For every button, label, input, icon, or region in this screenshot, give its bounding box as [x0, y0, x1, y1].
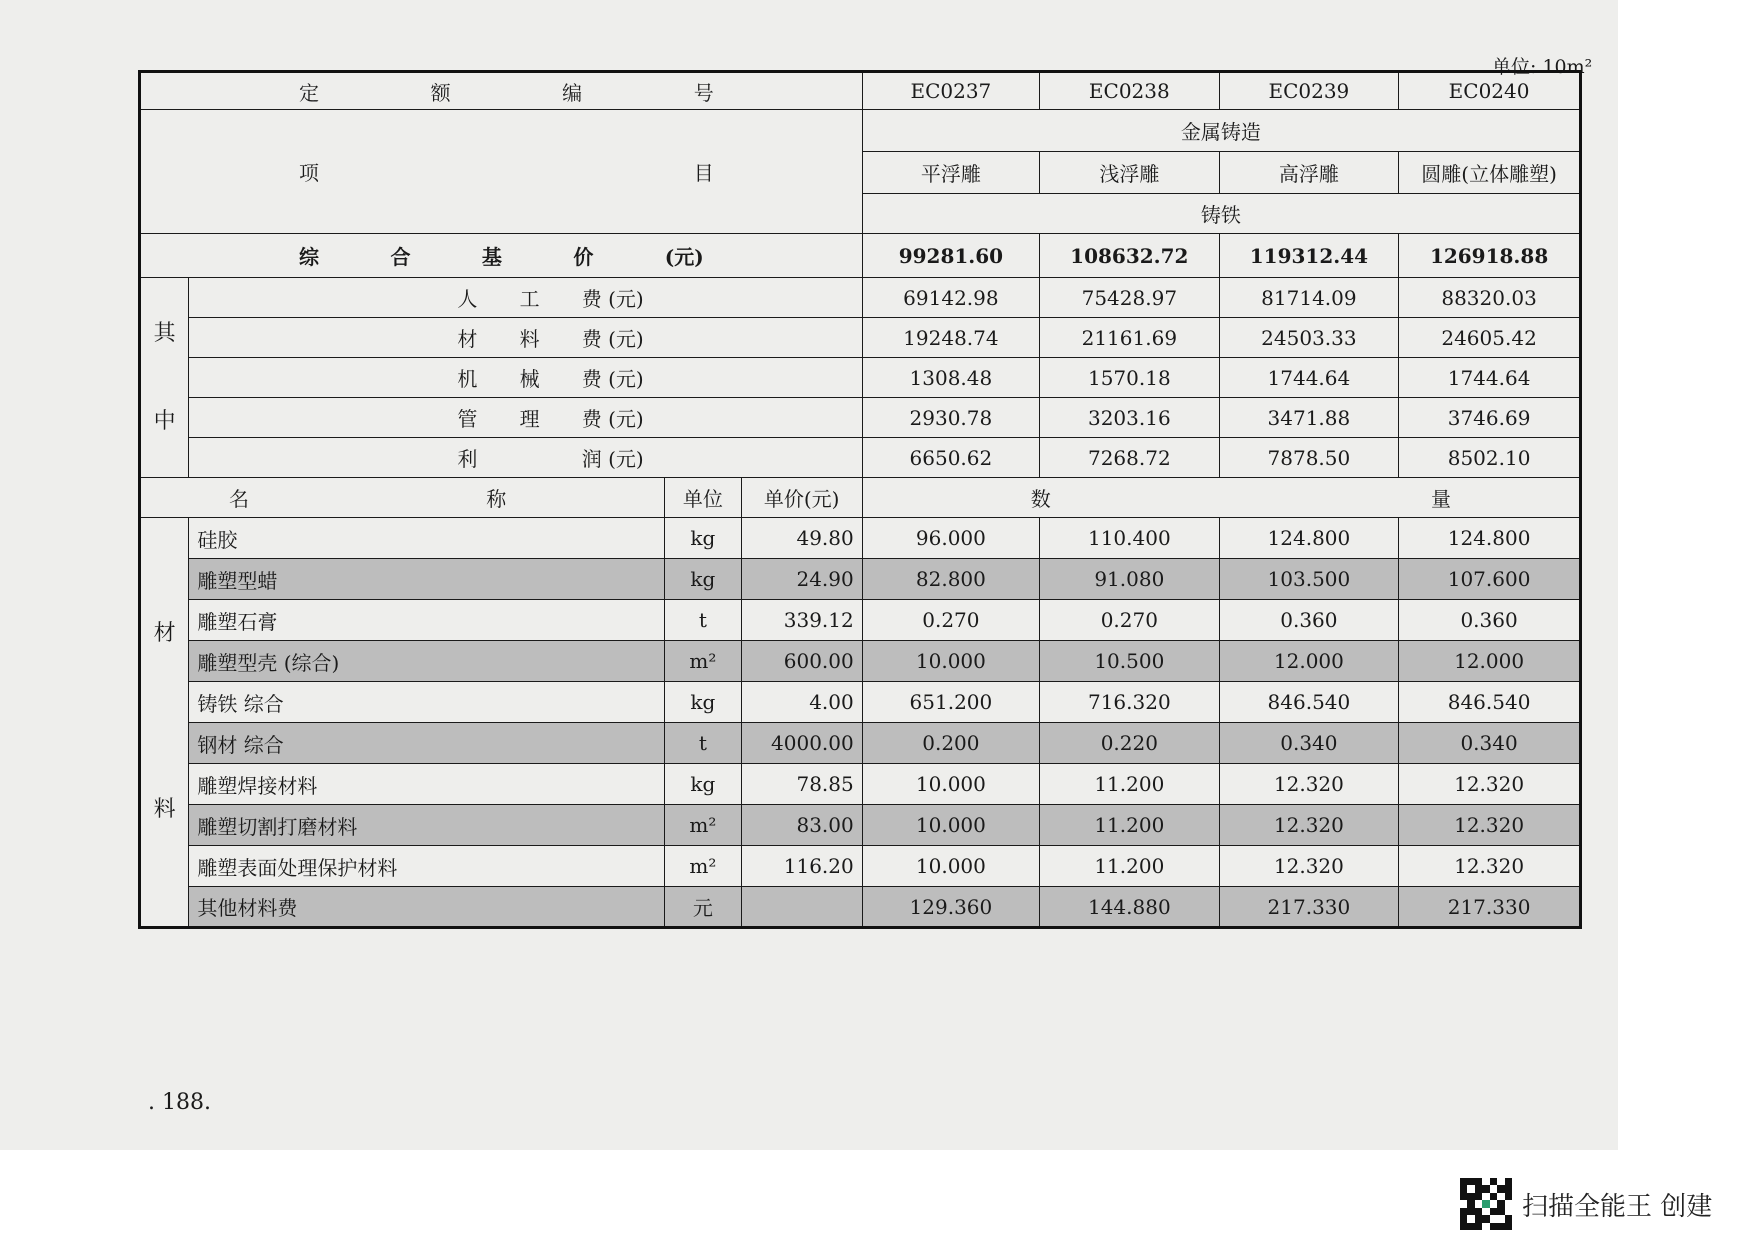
breakdown-label: 人 工 费 (元) [189, 278, 862, 318]
type-cell: 高浮雕 [1219, 152, 1399, 194]
material-qty: 0.340 [1219, 723, 1399, 764]
code-cell: EC0240 [1399, 72, 1581, 110]
breakdown-value: 1308.48 [862, 358, 1039, 398]
unit-label: 单位: 10m² [1492, 56, 1593, 78]
material-qty: 124.800 [1399, 518, 1581, 559]
item-label: 项 目 [140, 110, 863, 234]
material-qty: 0.340 [1399, 723, 1581, 764]
material-row [140, 846, 1581, 887]
qr-code-icon [1460, 1178, 1512, 1230]
material-qty: 11.200 [1040, 805, 1220, 846]
material-name: 雕塑切割打磨材料 [189, 805, 665, 846]
material-price: 4.00 [741, 682, 862, 723]
base-price-label: 综 合 基 价 (元) [140, 234, 863, 278]
name-header: 名 称 [140, 478, 665, 518]
breakdown-value: 69142.98 [862, 278, 1039, 318]
material-name: 雕塑焊接材料 [189, 764, 665, 805]
material-price: 600.00 [741, 641, 862, 682]
material-row [140, 764, 1581, 805]
material-name: 铸铁 综合 [189, 682, 665, 723]
page-number: . 188. [148, 1090, 211, 1115]
type-cell: 平浮雕 [862, 152, 1039, 194]
price-header: 单价(元) [741, 478, 862, 518]
breakdown-value: 1570.18 [1040, 358, 1220, 398]
material-qty: 0.220 [1040, 723, 1220, 764]
group-name: 金属铸造 [862, 110, 1580, 152]
material-qty: 12.320 [1219, 764, 1399, 805]
breakdown-value: 75428.97 [1040, 278, 1220, 318]
material-name: 其他材料费 [189, 887, 665, 928]
breakdown-value: 81714.09 [1219, 278, 1399, 318]
material-unit: m² [665, 805, 741, 846]
breakdown-value: 19248.74 [862, 318, 1039, 358]
material-qty: 144.880 [1040, 887, 1220, 928]
material-qty: 846.540 [1399, 682, 1581, 723]
material-qty: 11.200 [1040, 764, 1220, 805]
material-name: 硅胶 [189, 518, 665, 559]
breakdown-value: 3203.16 [1040, 398, 1220, 438]
breakdown-row [140, 318, 1581, 358]
material-name: 钢材 综合 [189, 723, 665, 764]
material-unit: kg [665, 518, 741, 559]
materials-body [140, 518, 1581, 928]
material-price: 78.85 [741, 764, 862, 805]
material-qty: 110.400 [1040, 518, 1220, 559]
breakdown-value: 7878.50 [1219, 438, 1399, 478]
type-cell: 浅浮雕 [1040, 152, 1220, 194]
base-price-value: 126918.88 [1399, 234, 1581, 278]
material-qty: 12.320 [1399, 846, 1581, 887]
breakdown-value: 2930.78 [862, 398, 1039, 438]
materials-side-label: 材 料 [140, 518, 189, 928]
material-qty: 846.540 [1219, 682, 1399, 723]
material-unit: kg [665, 559, 741, 600]
breakdown-value: 21161.69 [1040, 318, 1220, 358]
material-qty: 217.330 [1219, 887, 1399, 928]
breakdown-value: 3471.88 [1219, 398, 1399, 438]
breakdown-label: 机 械 费 (元) [189, 358, 862, 398]
material-unit: kg [665, 682, 741, 723]
material-qty: 96.000 [862, 518, 1039, 559]
material-qty: 107.600 [1399, 559, 1581, 600]
material-qty: 103.500 [1219, 559, 1399, 600]
breakdown-label: 管 理 费 (元) [189, 398, 862, 438]
breakdown-side-label: 其 中 [140, 278, 189, 478]
breakdown-row [140, 398, 1581, 438]
quota-code-label: 定 额 编 号 [140, 72, 863, 110]
material-name: 铸铁 [862, 194, 1580, 234]
material-qty: 12.000 [1219, 641, 1399, 682]
material-qty: 10.500 [1040, 641, 1220, 682]
material-qty: 10.000 [862, 846, 1039, 887]
quota-table [138, 70, 1582, 929]
breakdown-value: 88320.03 [1399, 278, 1581, 318]
material-unit: kg [665, 764, 741, 805]
base-price-row [140, 234, 1581, 278]
material-row [140, 641, 1581, 682]
material-qty: 12.320 [1399, 764, 1581, 805]
breakdown-row [140, 358, 1581, 398]
material-qty: 0.360 [1399, 600, 1581, 641]
material-qty: 0.360 [1219, 600, 1399, 641]
material-qty: 82.800 [862, 559, 1039, 600]
material-qty: 10.000 [862, 764, 1039, 805]
material-row [140, 682, 1581, 723]
material-qty: 10.000 [862, 641, 1039, 682]
materials-header-row [140, 478, 1581, 518]
material-qty: 129.360 [862, 887, 1039, 928]
material-unit: 元 [665, 887, 741, 928]
material-name: 雕塑型蜡 [189, 559, 665, 600]
breakdown-value: 6650.62 [862, 438, 1039, 478]
material-unit: m² [665, 846, 741, 887]
material-qty: 12.320 [1399, 805, 1581, 846]
material-price: 24.90 [741, 559, 862, 600]
material-unit: m² [665, 641, 741, 682]
material-qty: 91.080 [1040, 559, 1220, 600]
breakdown-value: 1744.64 [1219, 358, 1399, 398]
type-cell: 圆雕(立体雕塑) [1399, 152, 1581, 194]
material-qty: 0.270 [1040, 600, 1220, 641]
unit-header: 单位 [665, 478, 741, 518]
quantity-header: 数 量 [862, 478, 1580, 518]
quota-code-row [140, 72, 1581, 110]
group-row [140, 110, 1581, 152]
breakdown-label: 利 润 (元) [189, 438, 862, 478]
breakdown-row [140, 278, 1581, 318]
material-row [140, 723, 1581, 764]
breakdown-value: 8502.10 [1399, 438, 1581, 478]
material-unit: t [665, 600, 741, 641]
code-cell: EC0238 [1040, 72, 1220, 110]
material-qty: 651.200 [862, 682, 1039, 723]
material-price: 83.00 [741, 805, 862, 846]
material-row [140, 600, 1581, 641]
material-qty: 12.000 [1399, 641, 1581, 682]
code-cell: EC0239 [1219, 72, 1399, 110]
scanner-watermark [1460, 1178, 1712, 1230]
material-qty: 0.270 [862, 600, 1039, 641]
breakdown-label: 材 料 费 (元) [189, 318, 862, 358]
breakdown-value: 24605.42 [1399, 318, 1581, 358]
material-price: 4000.00 [741, 723, 862, 764]
code-cell: EC0237 [862, 72, 1039, 110]
material-price: 116.20 [741, 846, 862, 887]
material-qty: 124.800 [1219, 518, 1399, 559]
material-row [140, 559, 1581, 600]
material-name: 雕塑表面处理保护材料 [189, 846, 665, 887]
material-price: 49.80 [741, 518, 862, 559]
material-qty: 0.200 [862, 723, 1039, 764]
material-qty: 11.200 [1040, 846, 1220, 887]
material-qty: 12.320 [1219, 805, 1399, 846]
material-name: 雕塑石膏 [189, 600, 665, 641]
base-price-value: 108632.72 [1040, 234, 1220, 278]
breakdown-value: 1744.64 [1399, 358, 1581, 398]
breakdown-value: 7268.72 [1040, 438, 1220, 478]
material-name: 雕塑型壳 (综合) [189, 641, 665, 682]
base-price-value: 99281.60 [862, 234, 1039, 278]
material-row [140, 805, 1581, 846]
material-qty: 10.000 [862, 805, 1039, 846]
material-unit: t [665, 723, 741, 764]
watermark-text: 扫描全能王 创建 [1522, 1191, 1713, 1222]
material-qty: 12.320 [1219, 846, 1399, 887]
material-row [140, 887, 1581, 928]
material-qty: 217.330 [1399, 887, 1581, 928]
breakdown-row [140, 438, 1581, 478]
material-price: 339.12 [741, 600, 862, 641]
material-price [741, 887, 862, 928]
base-price-value: 119312.44 [1219, 234, 1399, 278]
breakdown-value: 3746.69 [1399, 398, 1581, 438]
breakdown-value: 24503.33 [1219, 318, 1399, 358]
material-row [140, 518, 1581, 559]
material-qty: 716.320 [1040, 682, 1220, 723]
